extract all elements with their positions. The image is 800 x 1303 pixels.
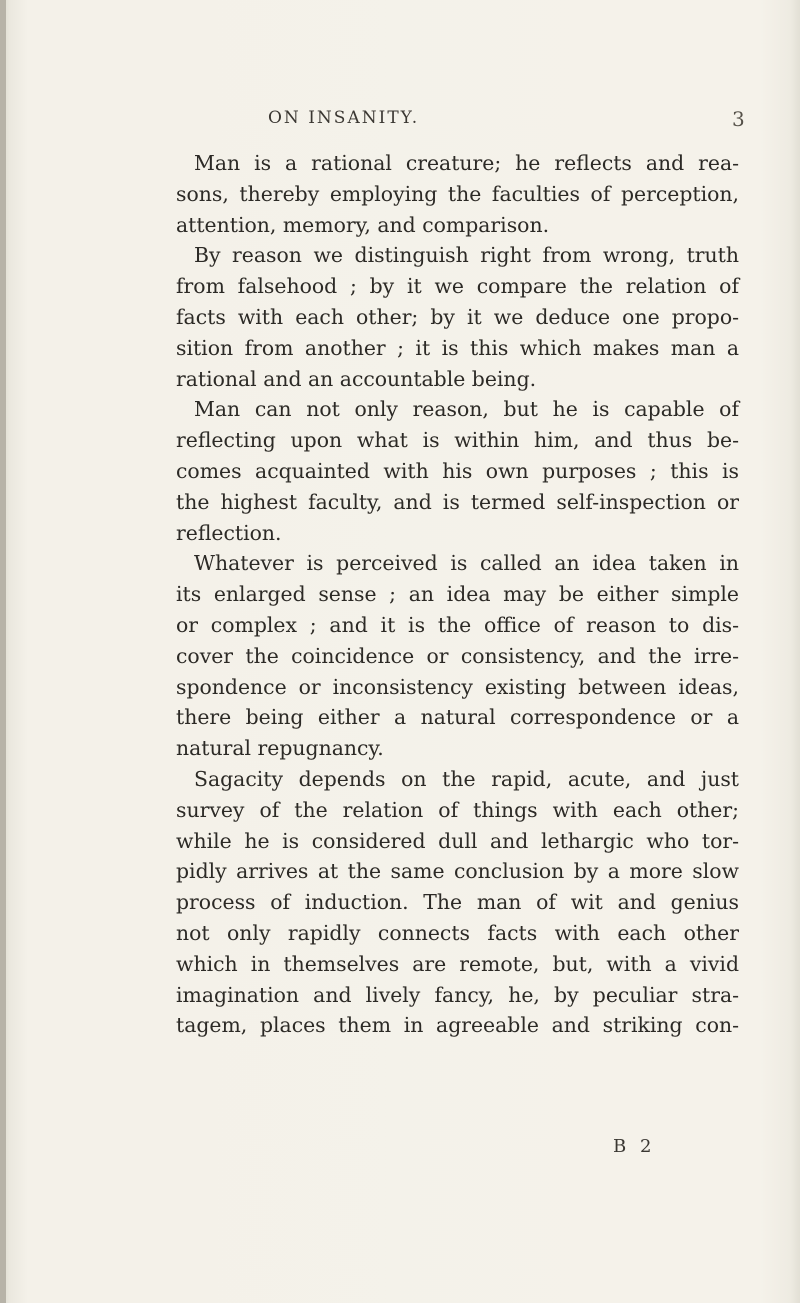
text-line: sons, thereby employing the faculties of perception, <box>176 181 739 206</box>
text-line: or complex ; and it is the office of reason to dis- <box>176 612 739 637</box>
text-line: while he is considered dull and lethargic who tor- <box>176 828 739 853</box>
text-line: survey of the relation of things with each other; <box>176 797 739 822</box>
text-line: facts with each other; by it we deduce one propo- <box>176 304 739 329</box>
signature-mark: B 2 <box>613 1136 656 1157</box>
text-line: pidly arrives at the same conclusion by a more slow <box>176 859 739 884</box>
text-line: By reason we distinguish right from wrong, truth <box>194 243 739 268</box>
text-line: there being either a natural correspondence or a <box>176 705 739 730</box>
text-line: Man is a rational creature; he reflects and rea- <box>194 151 739 175</box>
text-line: which in themselves are remote, but, with a vivid <box>176 951 739 976</box>
text-line: from falsehood ; by it we compare the relation of <box>176 274 739 299</box>
text-line: natural repugnancy. <box>176 736 384 761</box>
text-line: Man can not only reason, but he is capable of <box>194 397 739 422</box>
running-head: ON INSANITY. <box>268 108 420 128</box>
text-line: attention, memory, and comparison. <box>176 212 550 237</box>
text-line: tagem, places them in agreeable and striking con- <box>176 1013 739 1038</box>
text-line: imagination and lively fancy, he, by peculiar stra- <box>176 982 739 1007</box>
text-line: process of induction. The man of wit and genius <box>176 890 739 915</box>
text-line: its enlarged sense ; an idea may be either simple <box>176 582 739 607</box>
body-text <box>176 148 739 1041</box>
text-line: spondence or inconsistency existing between ideas, <box>176 674 739 699</box>
text-line: comes acquainted with his own purposes ; this is <box>176 458 739 483</box>
text-line: sition from another ; it is this which makes man a <box>176 335 739 360</box>
text-line: cover the coincidence or consistency, and the irre- <box>176 643 739 668</box>
text-line: Whatever is perceived is called an idea taken in <box>194 551 739 576</box>
page-number: 3 <box>732 107 745 131</box>
text-line: rational and an accountable being. <box>176 366 537 391</box>
text-line: the highest faculty, and is termed self-inspection or <box>176 489 739 514</box>
text-line: reflecting upon what is within him, and thus be- <box>176 428 739 453</box>
page-header <box>0 108 800 134</box>
text-line: not only rapidly connects facts with each other <box>176 920 739 945</box>
text-line: Sagacity depends on the rapid, acute, and just <box>194 766 739 791</box>
page-binding-edge <box>0 0 6 1303</box>
text-line: reflection. <box>176 520 282 545</box>
